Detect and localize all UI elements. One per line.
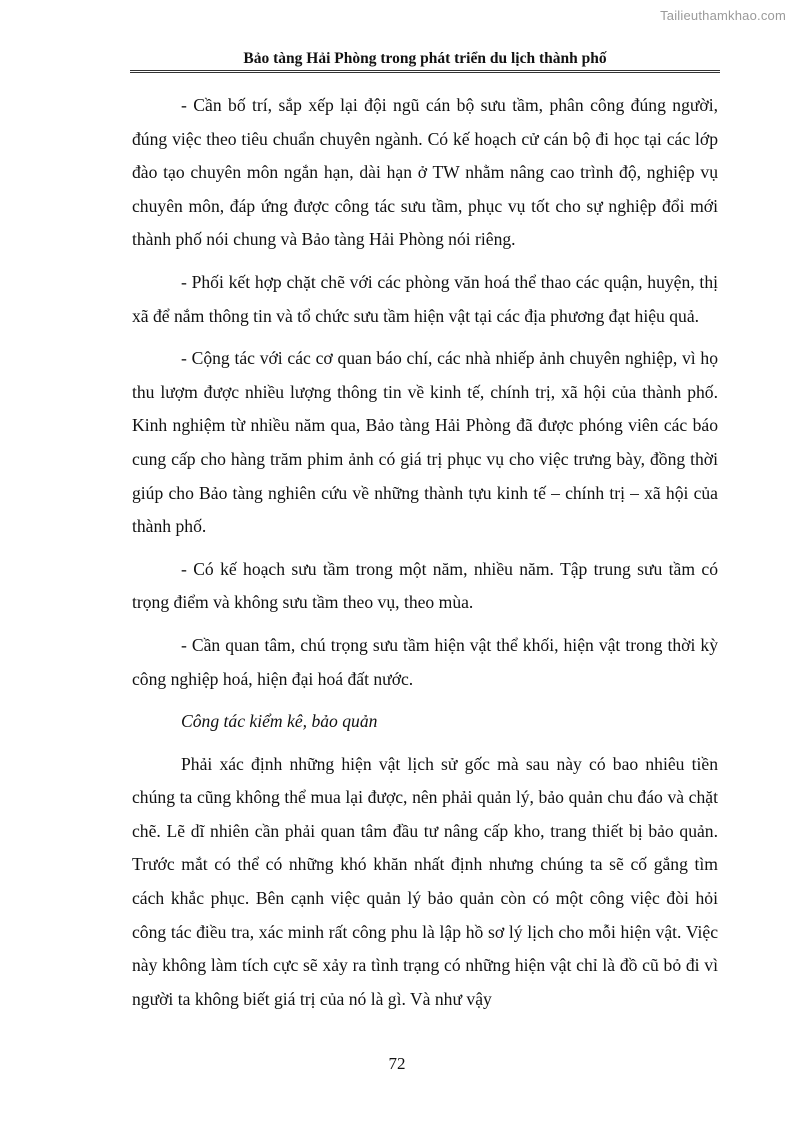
section-heading: Công tác kiểm kê, bảo quản (181, 711, 378, 732)
page-header-title: Bảo tàng Hải Phòng trong phát triển du lịch thành phố (243, 50, 607, 67)
bullet-paragraph-4: - Có kế hoạch sưu tầm trong một năm, nhiều năm. Tập trung sưu tầm có trọng điểm và không sưu tầm theo vụ, theo mùa. (132, 558, 718, 613)
watermark: Tailieuthamkhao.com (660, 8, 786, 23)
header-rule (130, 70, 720, 73)
body-paragraph: Phải xác định những hiện vật lịch sử gốc mà sau này có bao nhiêu tiền chúng ta cũng không thể mua lại được, nên phải quản lý, bảo quản chu đáo và chặt chẽ. Lẽ dĩ nhiên cần phải quan tâm đầu tư nâng cấp kho, trang thiết bị bảo quản. Trước mắt có thể có những khó khăn nhất định nhưng chúng ta sẽ cố gắng tìm cách khắc phục. Bên cạnh việc quản lý bảo quản còn có một công việc đòi hỏi công tác điều tra, xác minh rất công phu là lập hồ sơ lý lịch cho mỗi hiện vật. Việc này không làm tích cực sẽ xảy ra tình trạng có những hiện vật chỉ là đồ cũ bỏ đi vì người ta không biết giá trị của nó là gì. Và như vậy (132, 753, 718, 1009)
page-number: 72 (388, 1054, 406, 1073)
bullet-paragraph-2: - Phối kết hợp chặt chẽ với các phòng văn hoá thể thao các quận, huyện, thị xã để nắm thông tin và tổ chức sưu tầm hiện vật tại các địa phương đạt hiệu quả. (132, 271, 718, 326)
bullet-paragraph-5: - Cần quan tâm, chú trọng sưu tầm hiện vật thể khối, hiện vật trong thời kỳ công nghiệp hoá, hiện đại hoá đất nước. (132, 634, 718, 689)
page-body (132, 89, 718, 1025)
bullet-paragraph-1: - Cần bố trí, sắp xếp lại đội ngũ cán bộ sưu tầm, phân công đúng người, đúng việc theo tiêu chuẩn chuyên ngành. Có kế hoạch cử cán bộ đi học tại các lớp đào tạo chuyên môn ngắn hạn, dài hạn ở TW nhằm nâng cao trình độ, nghiệp vụ chuyên môn, đáp ứng được công tác sưu tầm, phục vụ tốt cho sự nghiệp đổi mới thành phố nói chung và Bảo tàng Hải Phòng nói riêng. (132, 95, 718, 250)
bullet-paragraph-3: - Cộng tác với các cơ quan báo chí, các nhà nhiếp ảnh chuyên nghiệp, vì họ thu lượm được nhiều lượng thông tin về kinh tế, chính trị, xã hội của thành phố. Kinh nghiệm từ nhiều năm qua, Bảo tàng Hải Phòng đã được phóng viên các báo cung cấp cho hàng trăm phim ảnh có giá trị phục vụ cho việc trưng bày, đồng thời giúp cho Bảo tàng nghiên cứu về những thành tựu kinh tế – chính trị – xã hội của thành phố. (132, 348, 718, 537)
